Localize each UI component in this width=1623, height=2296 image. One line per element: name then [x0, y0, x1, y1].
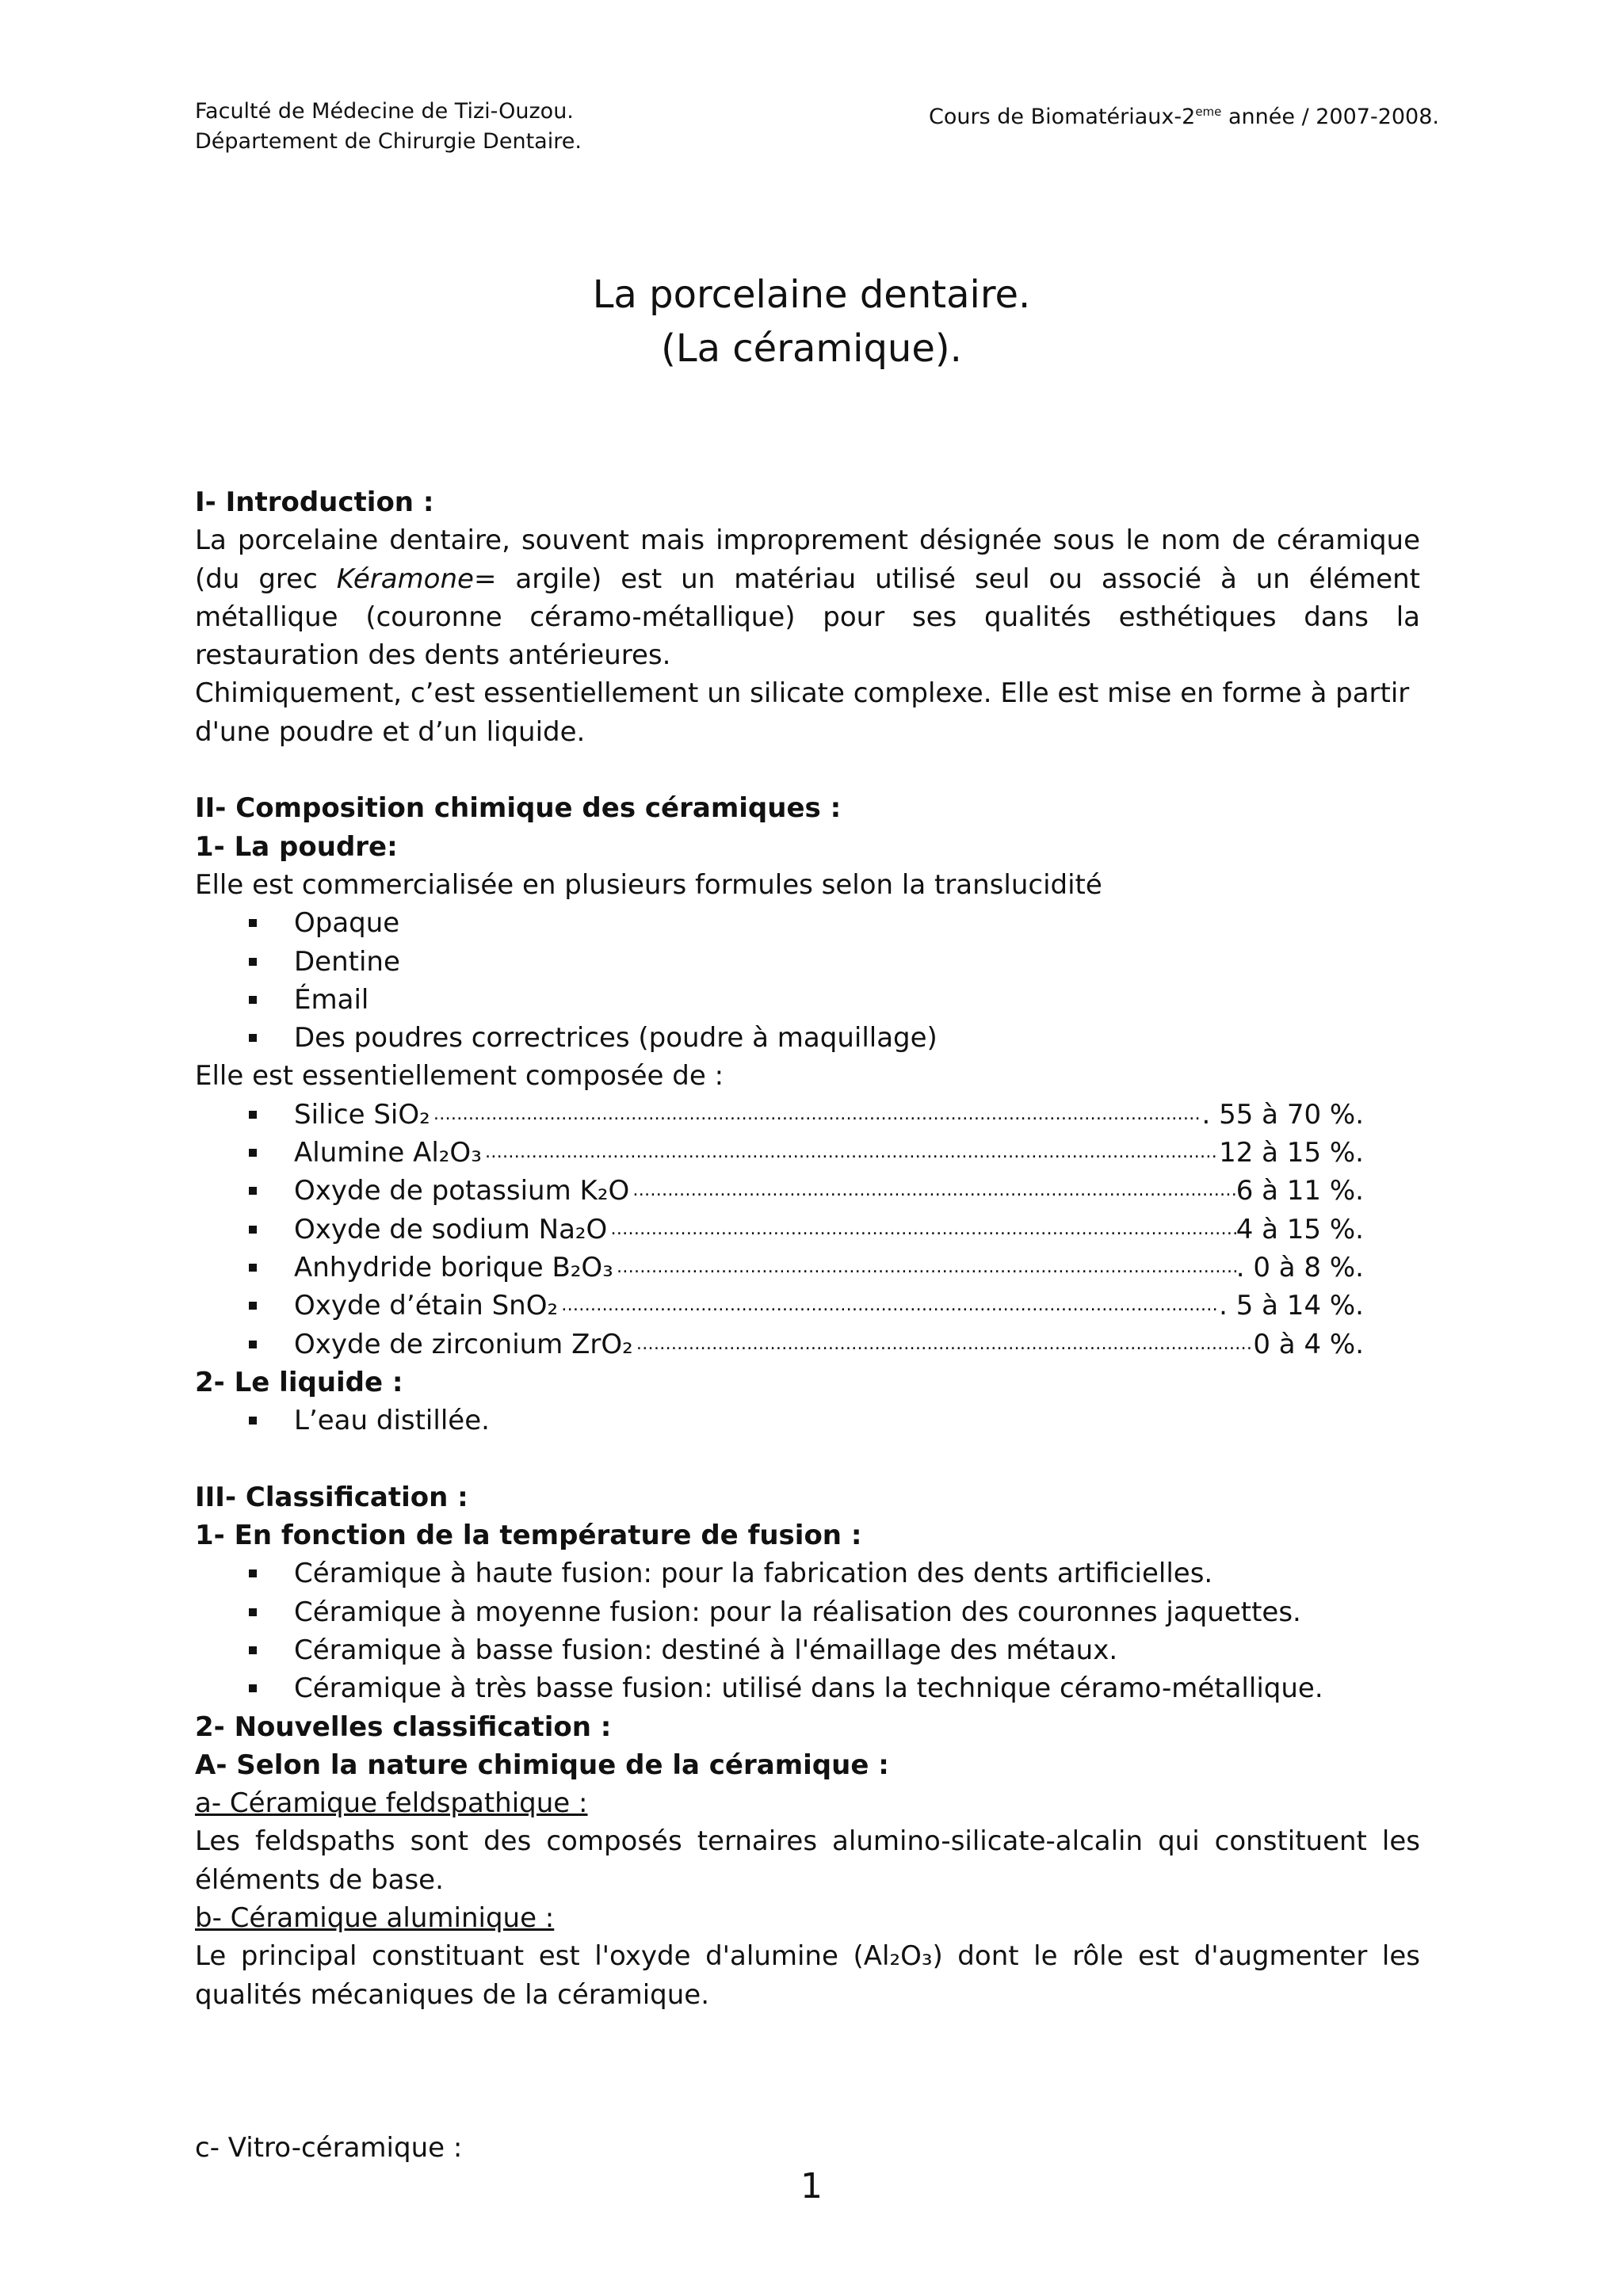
document-title	[0, 268, 1623, 376]
list-item: Des poudres correctrices (poudre à maquillage)	[195, 1019, 1420, 1057]
component-value: 4 à 15 %.	[1235, 1213, 1364, 1245]
component-value: . 0 à 8 %.	[1235, 1251, 1364, 1283]
section-heading-introduction: I- Introduction :	[195, 486, 434, 518]
document-body	[195, 483, 1420, 2167]
header-right	[929, 97, 1439, 132]
page-number: 1	[800, 2166, 823, 2206]
intro-text-1: La porcelaine dentaire, souvent mais improprement désignée sous le nom de céramique (du grec	[195, 524, 1420, 595]
liquide-list	[195, 1402, 1420, 1440]
intro-text-2: = argile) est un matériau utilisé seul ou associé à un élément métallique (couronne céramo-métallique) pour ses qualités esthétiques dans la restauration des dents antérieures.	[195, 563, 1420, 672]
component-name: Silice SiO₂	[294, 1098, 430, 1131]
component-name: Oxyde de potassium K₂O	[294, 1175, 630, 1207]
aluminique-text: Le principal constituant est l'oxyde d'alumine (Al₂O₃) dont le rôle est d'augmenter les qualités mécaniques de la céramique.	[195, 1940, 1420, 2011]
formules-list	[195, 904, 1420, 1057]
list-item: Dentine	[195, 943, 1420, 981]
subheading-liquide: 2- Le liquide :	[195, 1366, 403, 1398]
intro-text-keramone: Kéramone	[336, 563, 474, 595]
component-name: Anhydride borique B₂O₃	[294, 1251, 613, 1283]
components-list	[195, 1096, 1420, 1363]
component-name: Oxyde de zirconium ZrO₂	[294, 1328, 633, 1360]
section-heading-composition: II- Composition chimique des céramiques :	[195, 792, 842, 825]
aluminique-title: b- Céramique aluminique :	[195, 1901, 555, 1934]
header-faculty: Faculté de Médecine de Tizi-Ouzou.	[195, 99, 574, 124]
feldspathique-text: Les feldspaths sont des composés ternaires alumino-silicate-alcalin qui constituent les éléments de base.	[195, 1825, 1420, 1896]
component-value: 12 à 15 %.	[1219, 1137, 1364, 1169]
header-department: Département de Chirurgie Dentaire.	[195, 129, 582, 154]
subheading-nature-chimique: A- Selon la nature chimique de la céramique :	[195, 1749, 889, 1781]
component-item	[195, 1249, 1420, 1287]
component-item	[195, 1211, 1420, 1249]
header-course: Cours de Biomatériaux-2	[929, 105, 1196, 129]
title-line-2: (La céramique).	[661, 326, 962, 371]
list-item: Céramique à haute fusion: pour la fabrication des dents artificielles.	[195, 1554, 1420, 1592]
title-line-1: La porcelaine dentaire.	[592, 273, 1031, 317]
header-year: année / 2007-2008.	[1221, 105, 1439, 129]
component-item	[195, 1172, 1420, 1210]
component-item	[195, 1325, 1420, 1363]
component-value: . 55 à 70 %.	[1201, 1098, 1364, 1131]
list-item: L’eau distillée.	[195, 1402, 1420, 1440]
composee-intro: Elle est essentiellement composée de :	[195, 1060, 724, 1093]
list-item: Céramique à très basse fusion: utilisé dans la technique céramo-métallique.	[195, 1669, 1420, 1707]
subheading-poudre: 1- La poudre:	[195, 830, 398, 863]
header-course-sup: eme	[1195, 105, 1222, 119]
component-name: Alumine Al₂O₃	[294, 1137, 482, 1169]
subheading-nouvelles: 2- Nouvelles classification :	[195, 1711, 612, 1743]
component-value: . 5 à 14 %.	[1219, 1290, 1364, 1322]
component-name: Oxyde de sodium Na₂O	[294, 1213, 608, 1245]
section-heading-classification: III- Classification :	[195, 1481, 468, 1513]
poudre-intro: Elle est commercialisée en plusieurs formules selon la translucidité	[195, 868, 1102, 901]
feldspathique-title: a- Céramique feldspathique :	[195, 1787, 588, 1820]
list-item: Céramique à moyenne fusion: pour la réalisation des couronnes jaquettes.	[195, 1593, 1420, 1631]
component-value: 0 à 4 %.	[1253, 1328, 1364, 1360]
list-item: Céramique à basse fusion: destiné à l'émaillage des métaux.	[195, 1631, 1420, 1669]
vitro-ceramique-title: c- Vitro-céramique :	[195, 2131, 463, 2164]
subheading-temperature: 1- En fonction de la température de fusion :	[195, 1520, 862, 1552]
component-value: 6 à 11 %.	[1235, 1175, 1364, 1207]
header-left	[195, 97, 582, 157]
intro-paragraph-2: Chimiquement, c’est essentiellement un silicate complexe. Elle est mise en forme à partir d'une poudre et d’un liquide.	[195, 677, 1410, 748]
list-item: Émail	[195, 981, 1420, 1019]
list-item: Opaque	[195, 904, 1420, 942]
component-item	[195, 1096, 1420, 1134]
component-item	[195, 1287, 1420, 1325]
component-name: Oxyde d’étain SnO₂	[294, 1290, 559, 1322]
fusion-list	[195, 1554, 1420, 1707]
intro-paragraph-1	[195, 521, 1420, 674]
component-item	[195, 1134, 1420, 1172]
